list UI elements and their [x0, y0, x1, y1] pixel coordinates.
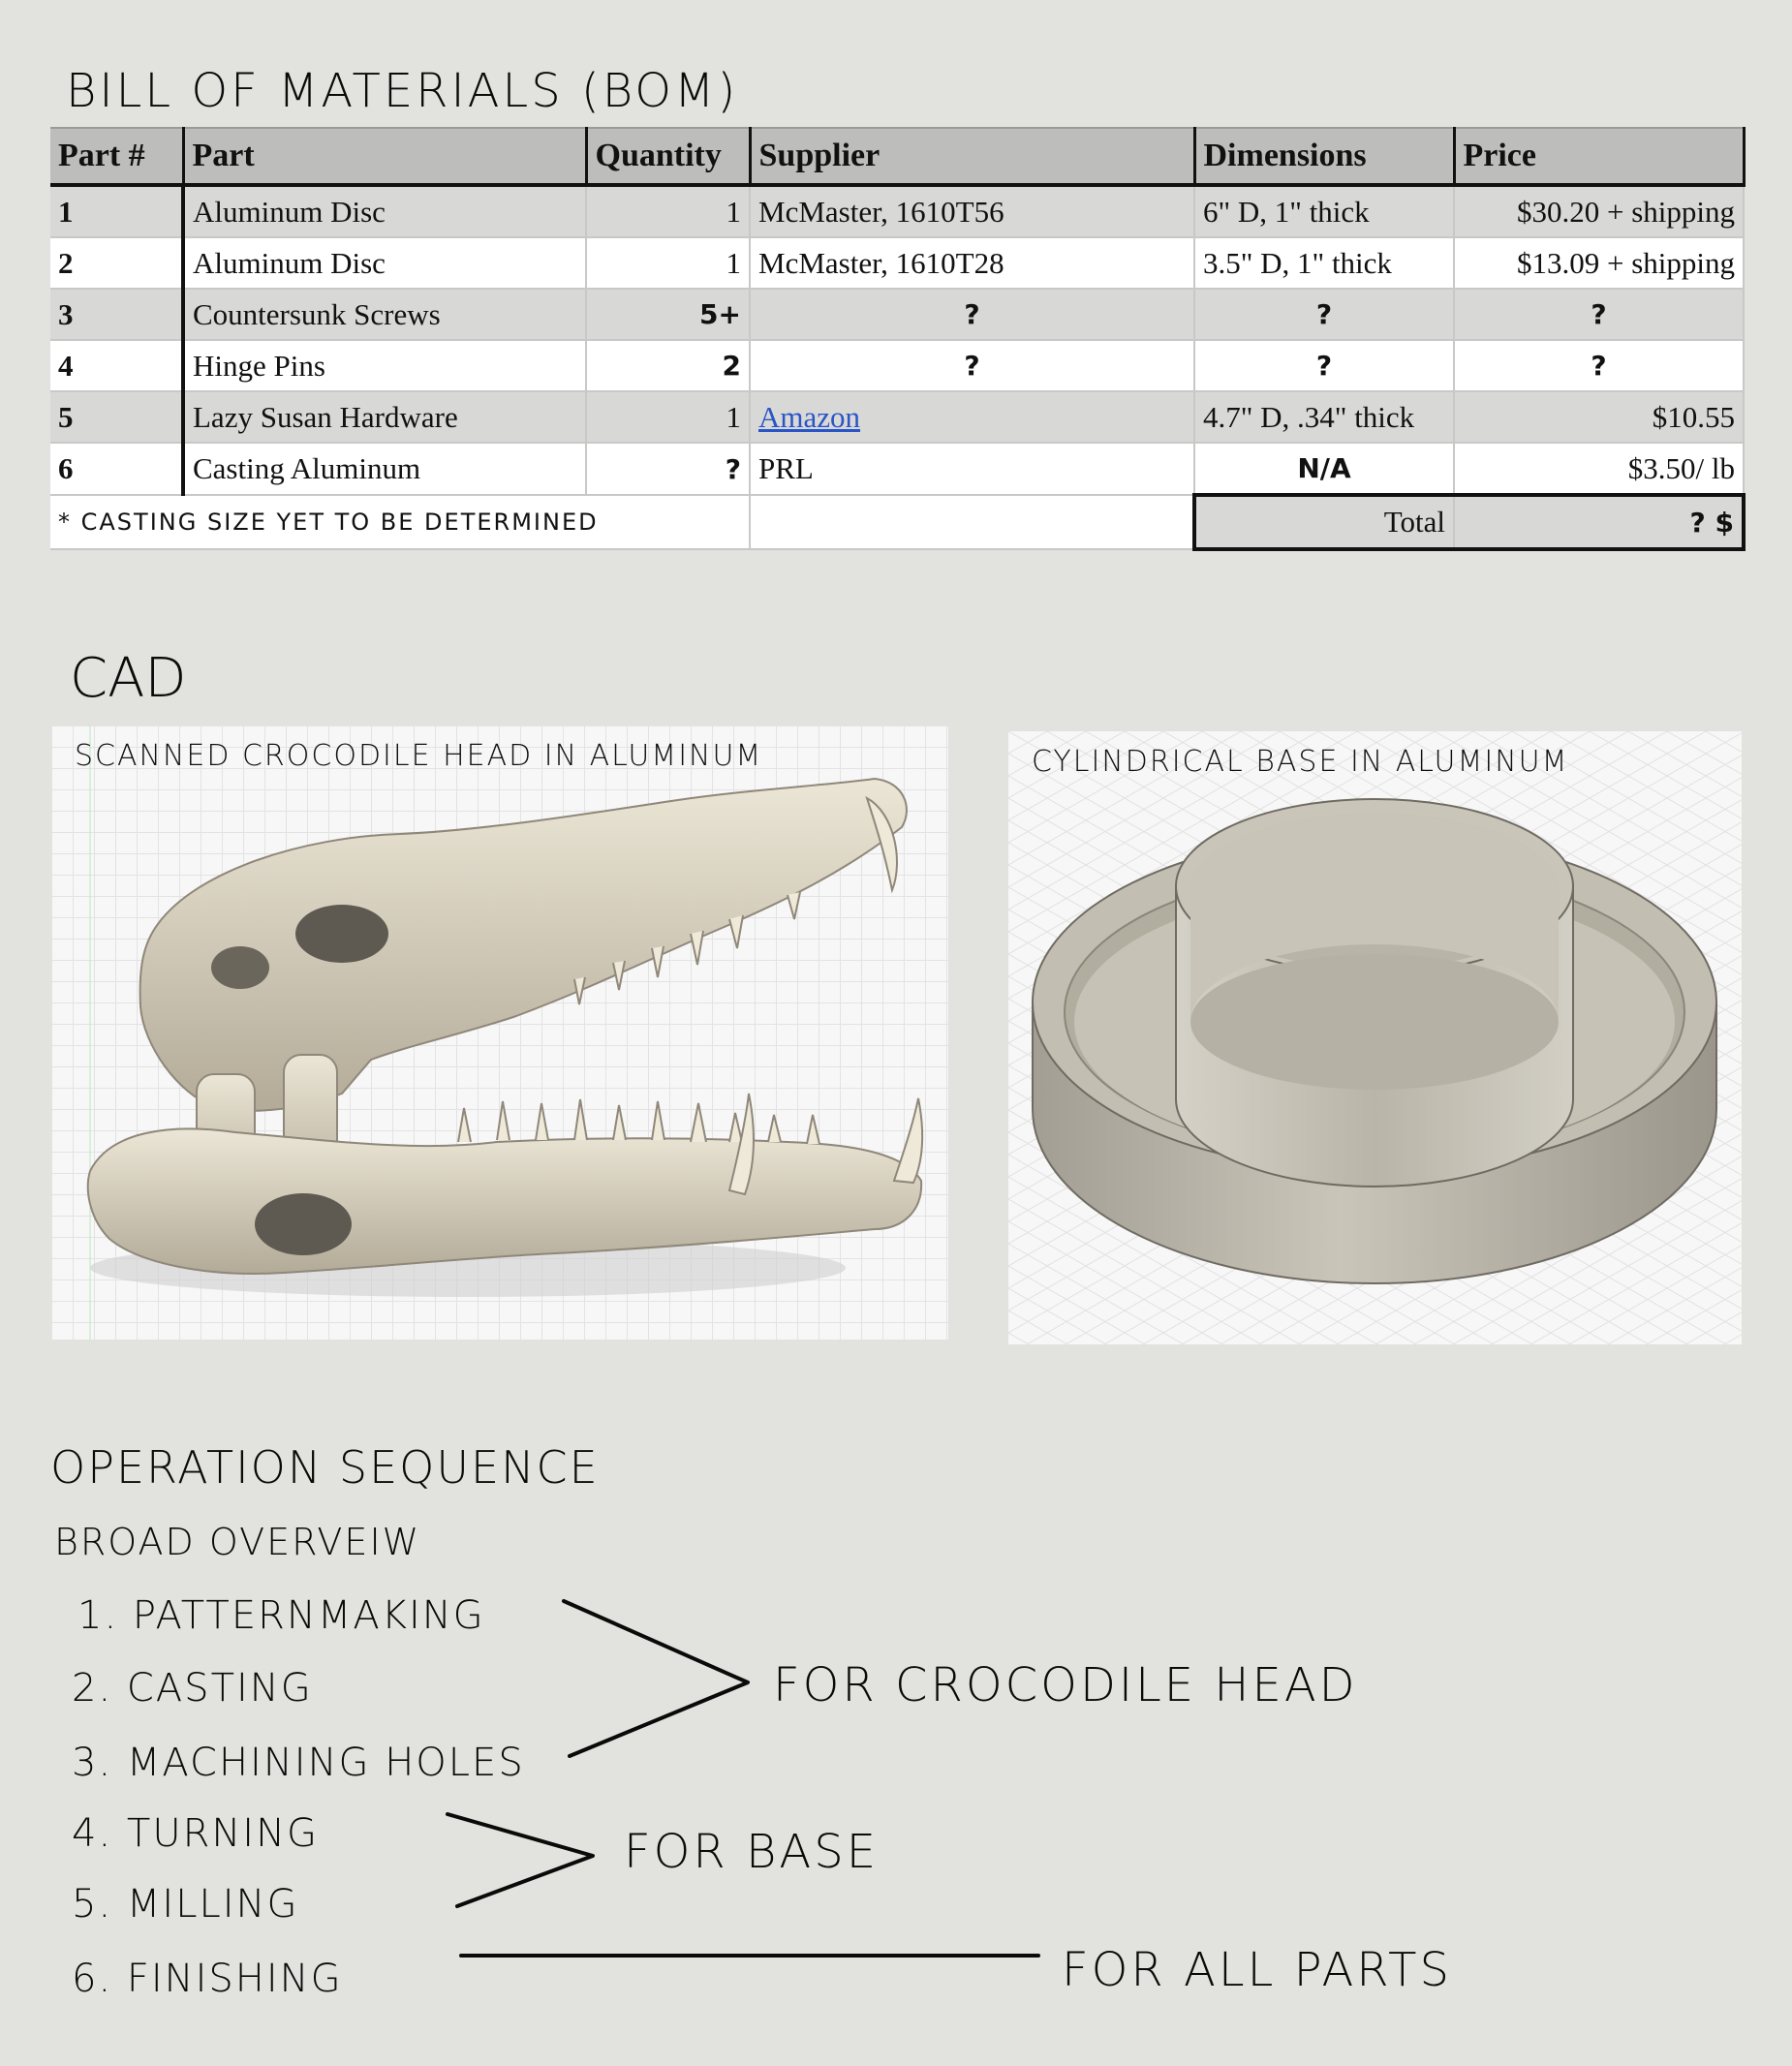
op-step-4: 4. TURNING: [72, 1811, 320, 1856]
cell-dimensions: ?: [1194, 289, 1454, 340]
cell-part: Aluminum Disc: [183, 185, 586, 237]
op-step-6: 6. FINISHING: [72, 1957, 343, 2001]
op-step-5: 5. MILLING: [72, 1882, 299, 1927]
cell-part: Lazy Susan Hardware: [183, 391, 586, 443]
cell-quantity: 1: [586, 185, 750, 237]
cell-price: ?: [1454, 340, 1744, 391]
cad-title: CAD: [70, 647, 187, 710]
cell-supplier: PRL: [750, 443, 1194, 495]
bracket-crocodile: [564, 1601, 748, 1756]
group-label-all: FOR ALL PARTS: [1062, 1943, 1452, 1997]
cell-dimensions: 3.5" D, 1" thick: [1194, 237, 1454, 289]
cell-part: Aluminum Disc: [183, 237, 586, 289]
cell-part-num: 6: [50, 443, 183, 495]
cell-quantity: 1: [586, 391, 750, 443]
col-quantity: Quantity: [586, 128, 750, 185]
group-label-crocodile: FOR CROCODILE HEAD: [773, 1658, 1358, 1712]
group-label-base: FOR BASE: [624, 1825, 880, 1879]
ops-subtitle: BROAD OVERVEIW: [54, 1521, 421, 1563]
ops-title: OPERATION SEQUENCE: [50, 1441, 600, 1494]
cell-part-num: 2: [50, 237, 183, 289]
cell-dimensions: ?: [1194, 340, 1454, 391]
cell-part: Hinge Pins: [183, 340, 586, 391]
cell-price: $3.50/ lb: [1454, 443, 1744, 495]
bom-title: BILL OF MATERIALS (BOM): [66, 64, 739, 118]
supplier-link-amazon[interactable]: Amazon: [758, 399, 861, 434]
op-step-3: 3. MACHINING HOLES: [72, 1741, 525, 1785]
col-part-num: Part #: [50, 128, 183, 185]
cell-quantity: ?: [586, 443, 750, 495]
cell-price: ?: [1454, 289, 1744, 340]
cell-part-num: 3: [50, 289, 183, 340]
col-price: Price: [1454, 128, 1744, 185]
cell-part: Countersunk Screws: [183, 289, 586, 340]
cell-part: Casting Aluminum: [183, 443, 586, 495]
op-step-1: 1. PATTERNMAKING: [77, 1593, 485, 1638]
cell-price: $10.55: [1454, 391, 1744, 443]
col-supplier: Supplier: [750, 128, 1194, 185]
cell-dimensions: 6" D, 1" thick: [1194, 185, 1454, 237]
total-label: Total: [1194, 495, 1454, 549]
col-part: Part: [183, 128, 586, 185]
bracket-base: [448, 1814, 593, 1906]
cell-quantity: 5+: [586, 289, 750, 340]
total-value: ? $: [1454, 495, 1744, 549]
cell-supplier: ?: [750, 289, 1194, 340]
cell-price: $13.09 + shipping: [1454, 237, 1744, 289]
cell-supplier: McMaster, 1610T28: [750, 237, 1194, 289]
base-panel-label: CYLINDRICAL BASE IN ALUMINUM: [1032, 745, 1569, 779]
cell-part-num: 4: [50, 340, 183, 391]
cell-quantity: 2: [586, 340, 750, 391]
croc-panel-label: SCANNED CROCODILE HEAD IN ALUMINUM: [75, 739, 763, 773]
cell-quantity: 1: [586, 237, 750, 289]
cell-price: $30.20 + shipping: [1454, 185, 1744, 237]
footnote: * CASTING SIZE YET TO BE DETERMINED: [50, 495, 750, 549]
cell-dimensions: N/A: [1194, 443, 1454, 495]
cell-dimensions: 4.7" D, .34" thick: [1194, 391, 1454, 443]
cell-supplier: McMaster, 1610T56: [750, 185, 1194, 237]
op-step-2: 2. CASTING: [72, 1666, 313, 1711]
col-dimensions: Dimensions: [1194, 128, 1454, 185]
cell-part-num: 1: [50, 185, 183, 237]
cell-part-num: 5: [50, 391, 183, 443]
cell-supplier: ?: [750, 340, 1194, 391]
